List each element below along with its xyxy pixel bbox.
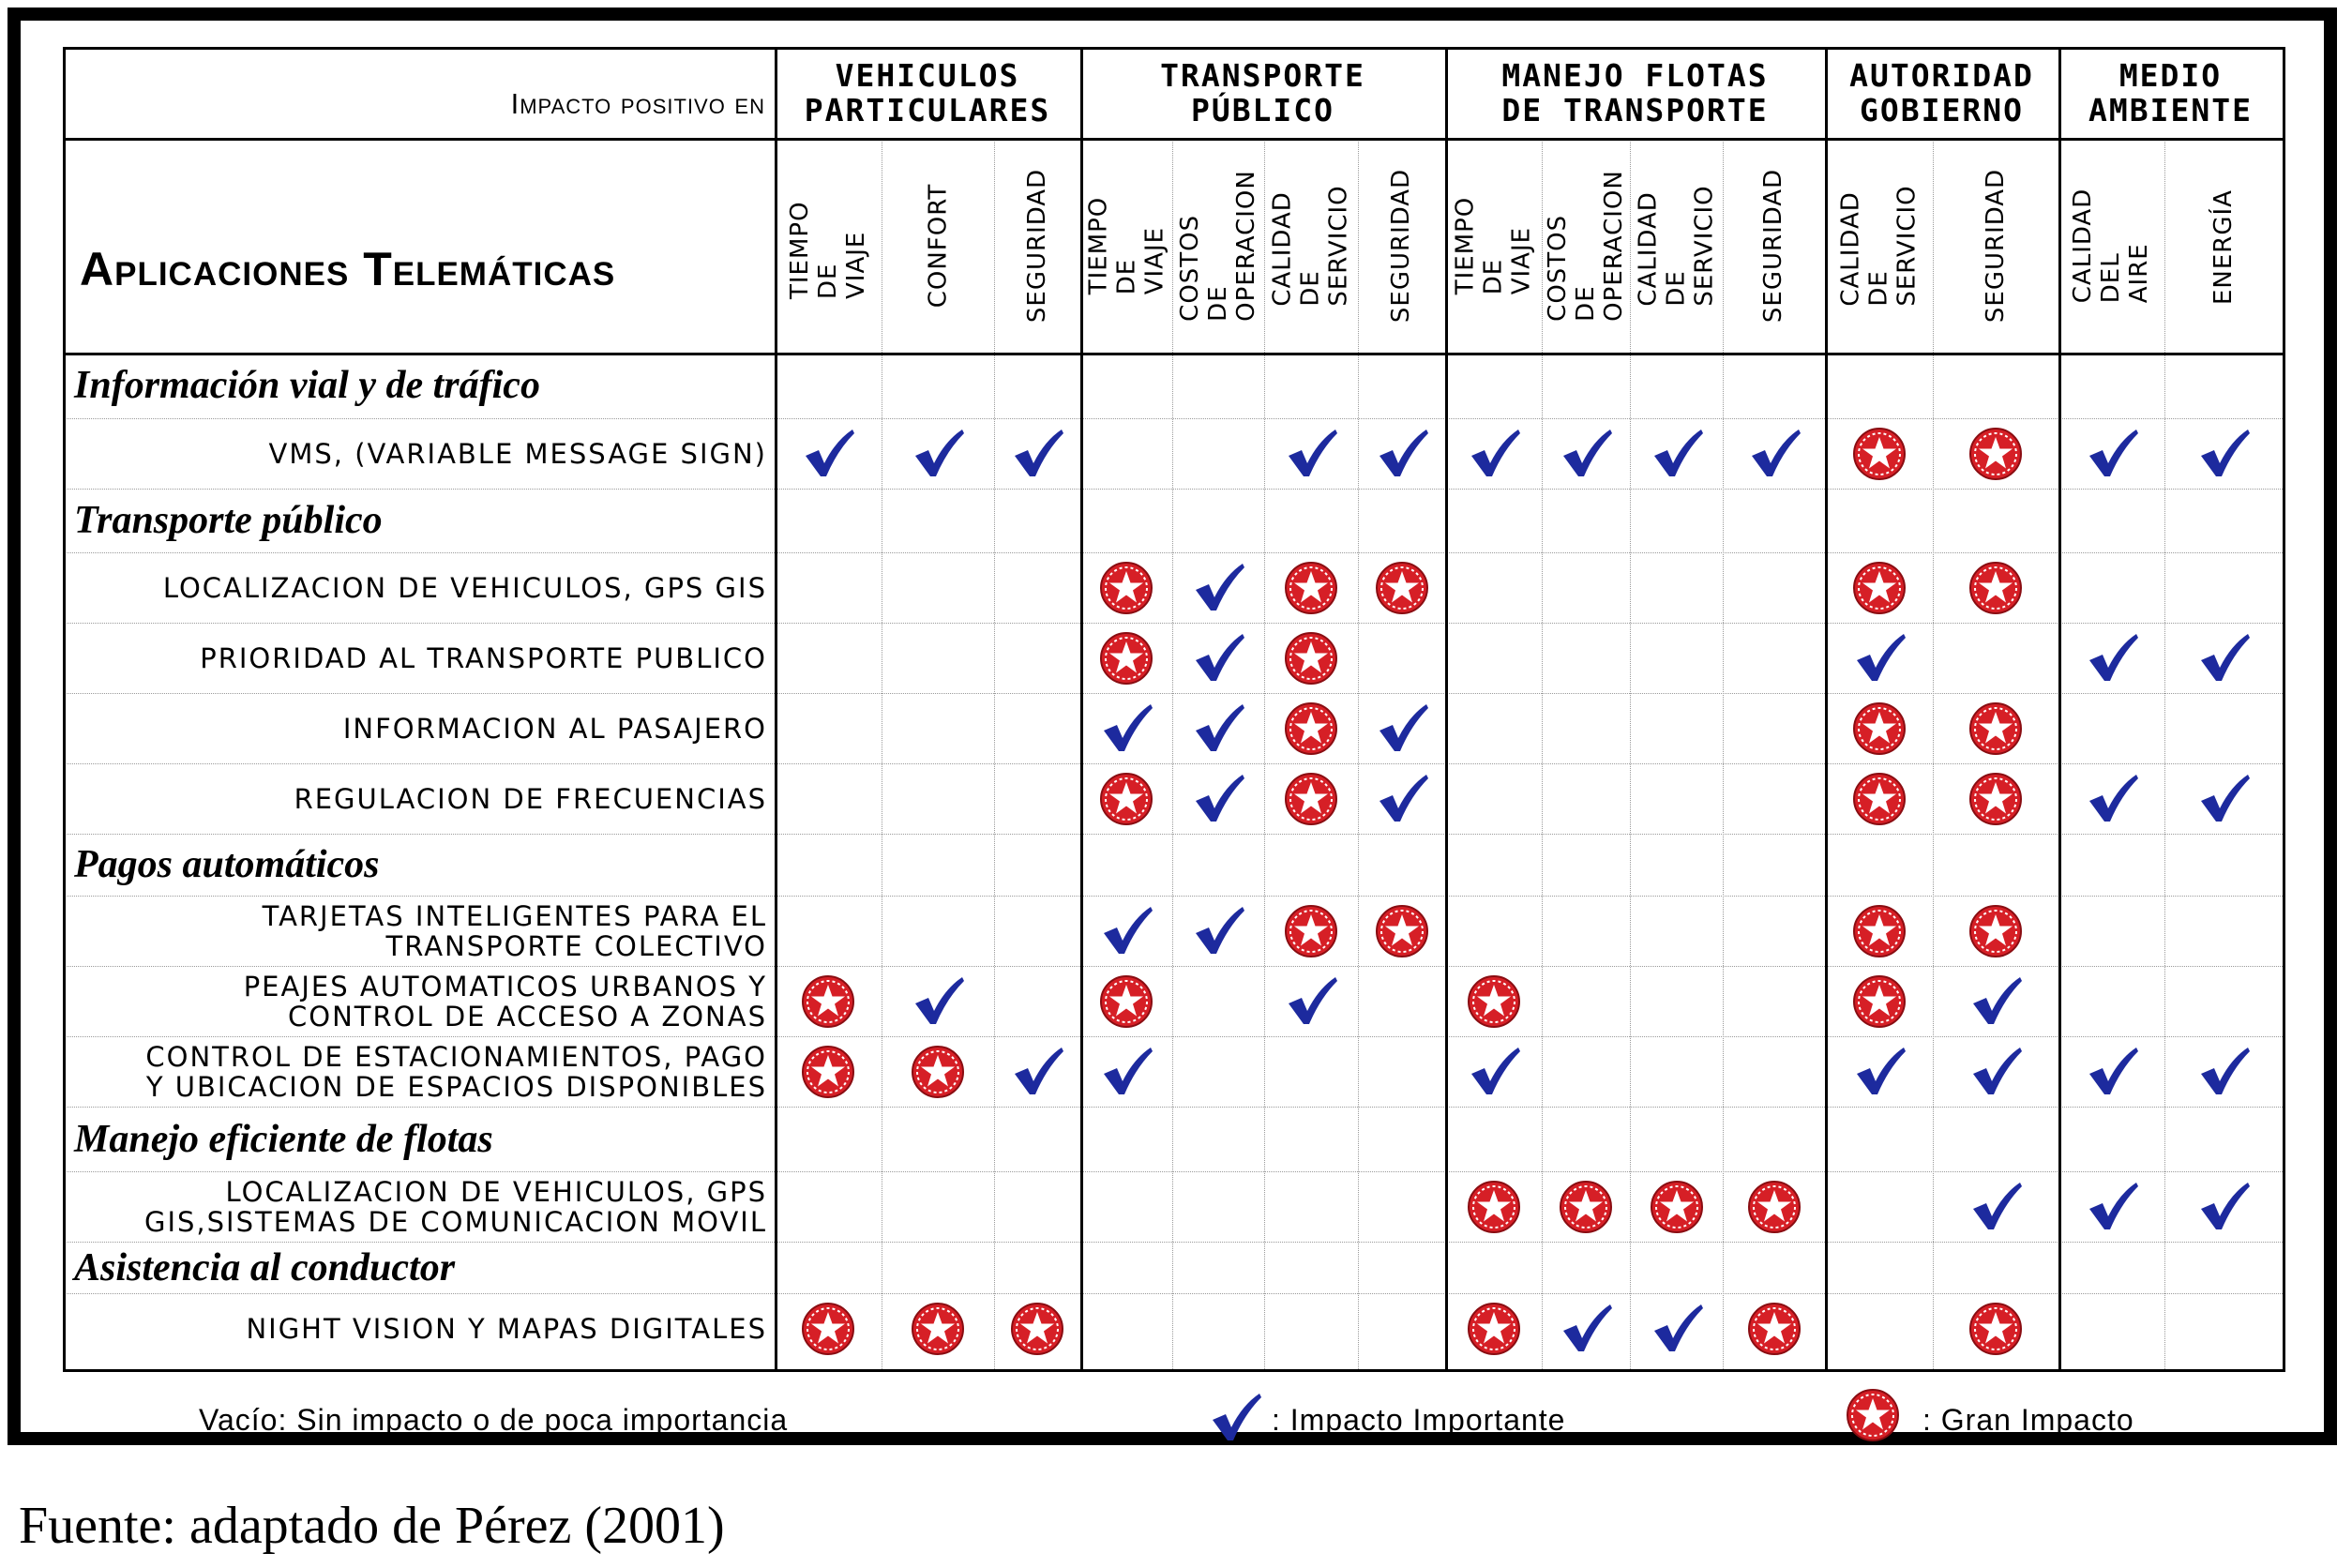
table-border [63, 353, 2285, 355]
star-icon [775, 1036, 882, 1107]
subcolumn-header [775, 138, 882, 353]
check-icon [1358, 418, 1445, 489]
star-icon [1825, 552, 1933, 623]
grid-line [2164, 138, 2165, 1369]
subcolumn-label: TIEMPO DE VIAJE [786, 200, 870, 299]
subcolumn-header [1933, 138, 2058, 353]
group-header: MEDIO AMBIENTE [2088, 56, 2253, 128]
check-icon [1204, 1390, 1266, 1446]
table-row-label: CONTROL DE ESTACIONAMIENTOS, PAGO Y UBICACION DE ESPACIOS DISPONIBLES [145, 1040, 767, 1103]
grid-line [1358, 138, 1359, 1369]
grid-line [1630, 138, 1631, 1369]
subcolumn-label: COSTOS DE OPERACION [1544, 169, 1628, 322]
legend-check-text: : Impacto Importante [1272, 1403, 1566, 1437]
subcolumn-header [1630, 138, 1723, 353]
check-icon [2164, 1036, 2283, 1107]
apps-title: Aplicaciones Telemáticas [80, 242, 616, 295]
section-heading: Transporte público [74, 499, 383, 542]
star-icon [1264, 763, 1358, 834]
check-icon [1358, 763, 1445, 834]
star-icon [1264, 896, 1358, 966]
section-heading: Pagos automáticos [74, 843, 380, 886]
check-icon [1445, 1036, 1542, 1107]
check-icon [1630, 418, 1723, 489]
star-icon [1933, 896, 2058, 966]
check-icon [1172, 896, 1264, 966]
check-icon [1080, 896, 1172, 966]
check-icon [1933, 1171, 2058, 1242]
star-icon [1080, 623, 1172, 693]
grid-line [1264, 138, 1265, 1369]
grid-line [1933, 138, 1934, 1369]
table-border [2058, 47, 2061, 1372]
check-icon [882, 966, 994, 1036]
subcolumn-label: SEGURIDAD [1023, 168, 1051, 323]
subcolumn-header [1080, 138, 1172, 353]
star-icon [1842, 1386, 1904, 1444]
star-icon [1358, 552, 1445, 623]
check-icon [1172, 763, 1264, 834]
section-heading: Información vial y de tráfico [74, 364, 540, 407]
star-icon [775, 1293, 882, 1364]
table-row-label: PRIORIDAD AL TRANSPORTE PUBLICO [200, 641, 767, 674]
group-header: VEHICULOS PARTICULARES [804, 56, 1051, 128]
subcolumn-label: SEGURIDAD [1982, 168, 2010, 323]
grid-line [1542, 138, 1543, 1369]
star-icon [882, 1293, 994, 1364]
legend-star-text: : Gran Impacto [1922, 1403, 2134, 1437]
subcolumn-header [2164, 138, 2283, 353]
table-border [1825, 47, 1828, 1372]
subcolumn-label: CALIDAD DE SERVICIO [1269, 184, 1354, 307]
star-icon [1080, 763, 1172, 834]
check-icon [1445, 418, 1542, 489]
subcolumn-label: CALIDAD DE SERVICIO [1836, 184, 1922, 307]
subcolumn-header [1723, 138, 1825, 353]
grid-line [1723, 138, 1724, 1369]
subcolumn-header [2058, 138, 2164, 353]
check-icon [775, 418, 882, 489]
subcolumn-header [1358, 138, 1445, 353]
source-caption: Fuente: adaptado de Pérez (2001) [19, 1497, 725, 1555]
subcolumn-label: SEGURIDAD [1759, 168, 1788, 323]
check-icon [1172, 623, 1264, 693]
star-icon [1630, 1171, 1723, 1242]
star-icon [1264, 552, 1358, 623]
check-icon [2058, 763, 2164, 834]
subcolumn-label: CALIDAD DEL AIRE [2069, 188, 2154, 303]
star-icon [775, 966, 882, 1036]
legend [21, 1394, 2324, 1448]
table-border [775, 47, 777, 1372]
table-row-label: PEAJES AUTOMATICOS URBANOS Y CONTROL DE ACCESO A ZONAS [243, 970, 767, 1033]
table-row-label: LOCALIZACION DE VEHICULOS, GPS GIS [162, 571, 767, 604]
star-icon [1080, 552, 1172, 623]
star-icon [1933, 1293, 2058, 1364]
table-row-label: VMS, (VARIABLE MESSAGE SIGN) [268, 437, 767, 470]
check-icon [1080, 1036, 1172, 1107]
check-icon [2058, 1171, 2164, 1242]
star-icon [1825, 763, 1933, 834]
group-header: MANEJO FLOTAS DE TRANSPORTE [1501, 56, 1769, 128]
grid-line [994, 138, 995, 1369]
table-row-label: INFORMACION AL PASAJERO [342, 712, 767, 745]
subcolumn-label: CALIDAD DE SERVICIO [1634, 184, 1719, 307]
subcolumn-header [882, 138, 994, 353]
star-icon [1723, 1293, 1825, 1364]
check-icon [1825, 1036, 1933, 1107]
star-icon [1445, 1293, 1542, 1364]
check-icon [1542, 418, 1630, 489]
check-icon [1264, 418, 1358, 489]
subcolumn-label: SEGURIDAD [1387, 168, 1416, 323]
subcolumn-header [1445, 138, 1542, 353]
check-icon [1825, 623, 1933, 693]
check-icon [2058, 1036, 2164, 1107]
table-border [63, 138, 2285, 141]
star-icon [1825, 896, 1933, 966]
check-icon [2164, 763, 2283, 834]
star-icon [1825, 966, 1933, 1036]
star-icon [1933, 693, 2058, 763]
impacto-label: Impacto positivo en [510, 87, 765, 120]
check-icon [882, 418, 994, 489]
subcolumn-header [1542, 138, 1630, 353]
group-header: AUTORIDAD GOBIERNO [1849, 56, 2034, 128]
section-heading: Manejo eficiente de flotas [74, 1117, 493, 1161]
check-icon [1542, 1293, 1630, 1364]
table-border [1080, 47, 1083, 1372]
star-icon [1825, 418, 1933, 489]
star-icon [1445, 966, 1542, 1036]
star-icon [1542, 1171, 1630, 1242]
star-icon [1933, 763, 2058, 834]
check-icon [994, 1036, 1080, 1107]
subcolumn-label: COSTOS DE OPERACION [1176, 169, 1260, 322]
check-icon [1080, 693, 1172, 763]
star-icon [1933, 552, 2058, 623]
table-border [63, 1369, 2285, 1372]
star-icon [994, 1293, 1080, 1364]
section-heading: Asistencia al conductor [74, 1245, 456, 1289]
subcolumn-label: ENERGÍA [2209, 188, 2238, 305]
star-icon [1264, 623, 1358, 693]
check-icon [2058, 418, 2164, 489]
table-border [2283, 47, 2285, 1372]
subcolumn-header [994, 138, 1080, 353]
legend-empty-text: Vacío: Sin impacto o de poca importancia [199, 1403, 789, 1437]
check-icon [1723, 418, 1825, 489]
table-row-label: LOCALIZACION DE VEHICULOS, GPS GIS,SISTEMAS DE COMUNICACION MOVIL [144, 1175, 767, 1238]
check-icon [1630, 1293, 1723, 1364]
table-border [63, 47, 2285, 50]
table-row-label: NIGHT VISION Y MAPAS DIGITALES [246, 1312, 767, 1345]
star-icon [1933, 418, 2058, 489]
subcolumn-label: CONFORT [924, 183, 953, 308]
check-icon [994, 418, 1080, 489]
check-icon [1172, 552, 1264, 623]
table-row-label: TARJETAS INTELIGENTES PARA EL TRANSPORTE COLECTIVO [262, 899, 767, 962]
subcolumn-header [1264, 138, 1358, 353]
check-icon [2164, 623, 2283, 693]
check-icon [1933, 966, 2058, 1036]
subcolumn-header [1172, 138, 1264, 353]
check-icon [2164, 1171, 2283, 1242]
check-icon [1933, 1036, 2058, 1107]
star-icon [1825, 693, 1933, 763]
check-icon [1172, 693, 1264, 763]
subcolumn-label: TIEMPO DE VIAJE [1084, 196, 1168, 294]
table-border [1445, 47, 1448, 1372]
table-frame [8, 8, 2337, 1445]
subcolumn-header [1825, 138, 1933, 353]
table-row-label: REGULACION DE FRECUENCIAS [294, 782, 767, 815]
check-icon [1358, 693, 1445, 763]
star-icon [1080, 966, 1172, 1036]
check-icon [2164, 418, 2283, 489]
grid-line [1172, 138, 1173, 1369]
star-icon [1723, 1171, 1825, 1242]
star-icon [1358, 896, 1445, 966]
star-icon [882, 1036, 994, 1107]
star-icon [1264, 693, 1358, 763]
table-border [63, 47, 66, 1372]
subcolumn-label: TIEMPO DE VIAJE [1451, 196, 1536, 294]
group-header: TRANSPORTE PÚBLICO [1160, 56, 1365, 128]
check-icon [2058, 623, 2164, 693]
star-icon [1445, 1171, 1542, 1242]
check-icon [1264, 966, 1358, 1036]
